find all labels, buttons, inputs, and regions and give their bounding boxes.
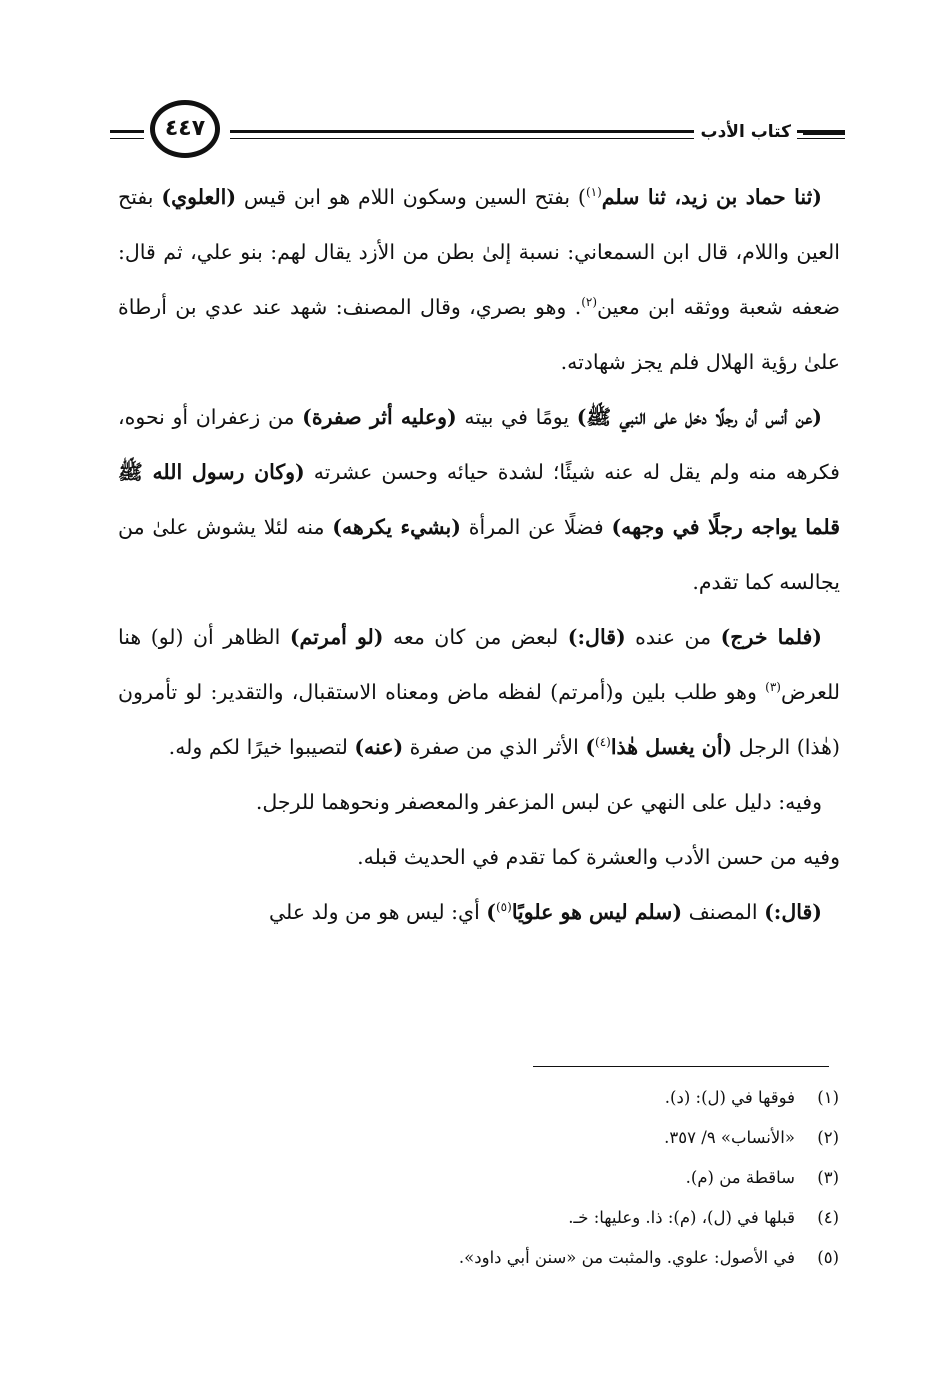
commentary-text: لتصيبوا خيرًا لكم وله. — [168, 735, 355, 759]
bold-quote: (سلم ليس هو علويًا — [511, 900, 683, 924]
page-header — [110, 98, 845, 170]
footnote-text: ساقطة من (م). — [685, 1168, 795, 1187]
footnote-number: (٣) — [817, 1168, 839, 1187]
footnote-reference: (٥) — [495, 900, 512, 915]
page-number-badge — [144, 98, 230, 164]
footnote-reference: (٣) — [765, 680, 781, 695]
bold-quote: (بشيء يكرهه) — [332, 515, 461, 539]
commentary-text: أي: ليس هو من ولد علي — [268, 900, 487, 924]
footnote-number: (٢) — [817, 1128, 839, 1147]
footnote-reference: (٢) — [581, 295, 598, 310]
bold-quote: (وعليه أثر صفرة) — [302, 405, 457, 429]
footnote-reference: (٤) — [595, 735, 611, 750]
footnote-reference: (١) — [585, 185, 602, 200]
footnote-number: (١) — [817, 1088, 839, 1107]
bold-quote: (العلوي) — [161, 185, 237, 209]
footnote-text: في الأصول: علوي. والمثبت من «سنن أبي داود». — [458, 1248, 795, 1267]
main-text — [118, 170, 840, 940]
bold-quote: (عن أنس أن رجلًا دخل على النبي ﷺ) — [576, 405, 822, 429]
header-dash — [803, 131, 845, 135]
bold-quote: (فلما خرج) — [720, 625, 822, 649]
commentary-text: من زعفران أو نحوه، فكرهه منه ولم يقل له عنه شيئًا؛ لشدة حيائه وحسن عشرته — [118, 405, 840, 484]
bold-quote: (ثنا حماد بن زيد، ثنا سلم — [601, 185, 822, 209]
paragraph — [118, 885, 840, 940]
page-number: ٤٤٧ — [150, 100, 220, 158]
footnote-number: (٤) — [817, 1208, 839, 1227]
commentary-text: وهو طلب بلين و(أمرتم) لفظه ماض ومعناه الاستقبال، والتقدير: لو تأمرون (هٰذا) الرجل — [118, 680, 840, 759]
section-title: كتاب الأدب — [694, 120, 797, 144]
commentary-text: من عنده — [625, 625, 721, 649]
paragraph — [118, 775, 840, 830]
footnote — [119, 1078, 839, 1118]
bold-quote: ) — [486, 900, 496, 924]
commentary-text: المصنف — [682, 900, 765, 924]
footnotes-list — [119, 1078, 839, 1278]
commentary-text: وفيه من حسن الأدب والعشرة كما تقدم في الحديث قبله. — [357, 845, 840, 869]
bold-quote: (لو أمرتم) — [289, 625, 384, 649]
footnote-text: «الأنساب» ٩/ ٣٥٧. — [664, 1128, 795, 1147]
commentary-text: لبعض من كان معه — [383, 625, 568, 649]
bold-quote: (عنه) — [354, 735, 404, 759]
footnote-text: قبلها في (ل)، (م): ذا. وعليها: خـ. — [568, 1208, 795, 1227]
commentary-text: منه لئلا يشوش علىٰ من يجالسه كما تقدم. — [118, 515, 840, 594]
paragraph — [118, 610, 840, 775]
footnote-text: فوقها في (ل): (د). — [664, 1088, 795, 1107]
footnote — [119, 1238, 839, 1278]
paragraph — [118, 830, 840, 885]
bold-quote: (قال:) — [567, 625, 626, 649]
commentary-text: الظاهر أن (لو) هنا للعرض — [118, 625, 840, 704]
commentary-text: يومًا في بيته — [456, 405, 577, 429]
paragraph — [118, 390, 840, 610]
commentary-text: الأثر الذي من صفرة — [403, 735, 586, 759]
footnote — [119, 1198, 839, 1238]
commentary-text: . وهو بصري، وقال المصنف: شهد عند عدي بن أرطاة علىٰ رؤية الهلال فلم يجز شهادته. — [118, 295, 840, 374]
bold-quote: ) — [585, 735, 596, 759]
bold-quote: (وكان رسول الله ﷺ قلما يواجه رجلًا في وجهه) — [118, 460, 840, 539]
footnote — [119, 1118, 839, 1158]
footnote-separator — [533, 1066, 829, 1067]
footnote-number: (٥) — [817, 1248, 839, 1267]
commentary-text: بفتح العين واللام، قال ابن السمعاني: نسبة إلىٰ بطن من الأزد يقال لهم: بنو علي، ثم قال: ضعفه شعبة ووثقه ابن معين — [118, 185, 840, 319]
footnote — [119, 1158, 839, 1198]
bold-quote: (قال:) — [764, 900, 822, 924]
bold-quote: (أن يغسل هٰذا — [610, 735, 733, 759]
paragraph — [118, 170, 840, 390]
commentary-text: ) بفتح السين وسكون اللام هو ابن قيس — [236, 185, 586, 209]
commentary-text: فضلًا عن المرأة — [460, 515, 612, 539]
commentary-text: وفيه: دليل على النهي عن لبس المزعفر والمعصفر ونحوهما للرجل. — [255, 790, 822, 814]
